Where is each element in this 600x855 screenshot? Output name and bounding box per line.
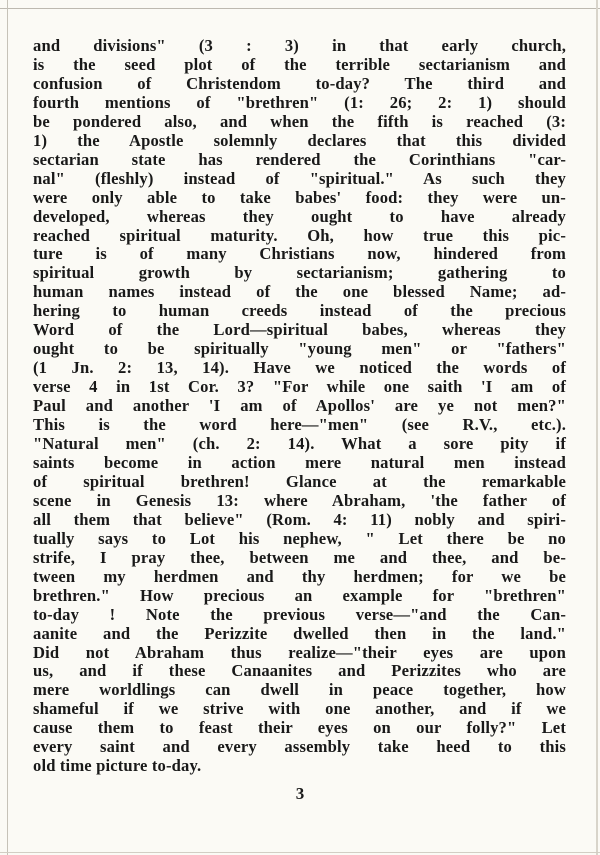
text-line: us, and if these Canaanites and Perizzites who are bbox=[33, 661, 566, 681]
text-line: sectarian state has rendered the Corinthians "car- bbox=[33, 149, 566, 169]
text-line: every saint and every assembly take heed to this bbox=[33, 737, 566, 757]
text-line: hering to human creeds instead of the precious bbox=[33, 301, 566, 321]
text-line: ture is of many Christians now, hindered from bbox=[33, 244, 566, 264]
body-text bbox=[33, 37, 566, 776]
scan-edge-bottom bbox=[0, 852, 600, 853]
text-line: tween my herdmen and thy herdmen; for we be bbox=[33, 566, 566, 586]
text-line: Paul and another 'I am of Apollos' are ye not men?" bbox=[33, 396, 566, 416]
page-number: 3 bbox=[295, 784, 305, 803]
text-line: Word of the Lord—spiritual babes, whereas they bbox=[33, 320, 566, 340]
text-line: saints become in action mere natural men instead bbox=[33, 452, 566, 472]
text-line: verse 4 in 1st Cor. 3? "For while one saith 'I am of bbox=[33, 377, 566, 397]
scan-edge-right bbox=[596, 0, 598, 855]
text-line: shameful if we strive with one another, and if we bbox=[33, 699, 566, 719]
text-line: nal" (fleshly) instead of "spiritual." As such they bbox=[33, 168, 566, 188]
text-line: to-day ! Note the previous verse—"and the Can- bbox=[33, 604, 566, 624]
text-line: Did not Abraham thus realize—"their eyes are upon bbox=[33, 642, 566, 662]
text-line: confusion of Christendom to-day? The third and bbox=[33, 73, 566, 93]
text-line: scene in Genesis 13: where Abraham, 'the father of bbox=[33, 490, 566, 510]
text-line: cause them to feast their eyes on our folly?" Let bbox=[33, 718, 566, 738]
text-line: developed, whereas they ought to have already bbox=[33, 206, 566, 226]
text-line: (1 Jn. 2: 13, 14). Have we noticed the words of bbox=[33, 358, 566, 378]
text-line: This is the word here—"men" (see R.V., etc.). bbox=[33, 415, 566, 435]
text-line: mere worldlings can dwell in peace together, how bbox=[33, 680, 566, 700]
text-line: 1) the Apostle solemnly declares that this divided bbox=[33, 130, 566, 150]
text-line: tually says to Lot his nephew, " Let there be no bbox=[33, 528, 566, 548]
scan-edge-left bbox=[7, 0, 8, 855]
text-line: were only able to take babes' food: they were un- bbox=[33, 187, 566, 207]
text-line: fourth mentions of "brethren" (1: 26; 2: 1) should bbox=[33, 92, 566, 112]
text-line: brethren." How precious an example for "brethren" bbox=[33, 585, 566, 605]
text-line: is the seed plot of the terrible sectarianism and bbox=[33, 54, 566, 74]
text-line: human names instead of the one blessed Name; ad- bbox=[33, 282, 566, 302]
text-line: strife, I pray thee, between me and thee, and be- bbox=[33, 547, 566, 567]
text-line: old time picture to-day. bbox=[33, 756, 202, 776]
text-line: aanite and the Perizzite dwelled then in the land." bbox=[33, 623, 566, 643]
text-line: spiritual growth by sectarianism; gathering to bbox=[33, 263, 566, 283]
text-line: "Natural men" (ch. 2: 14). What a sore pity if bbox=[33, 434, 566, 454]
text-line: all them that believe" (Rom. 4: 11) nobly and spiri- bbox=[33, 509, 566, 529]
text-line: ought to be spiritually "young men" or "fathers" bbox=[33, 339, 566, 359]
text-line: of spiritual brethren! Glance at the remarkable bbox=[33, 471, 566, 491]
text-line: and divisions" (3 : 3) in that early church, bbox=[33, 36, 566, 55]
text-line: reached spiritual maturity. Oh, how true this pic- bbox=[33, 225, 566, 245]
scan-edge-top bbox=[0, 8, 600, 9]
text-line: be pondered also, and when the fifth is reached (3: bbox=[33, 111, 566, 131]
